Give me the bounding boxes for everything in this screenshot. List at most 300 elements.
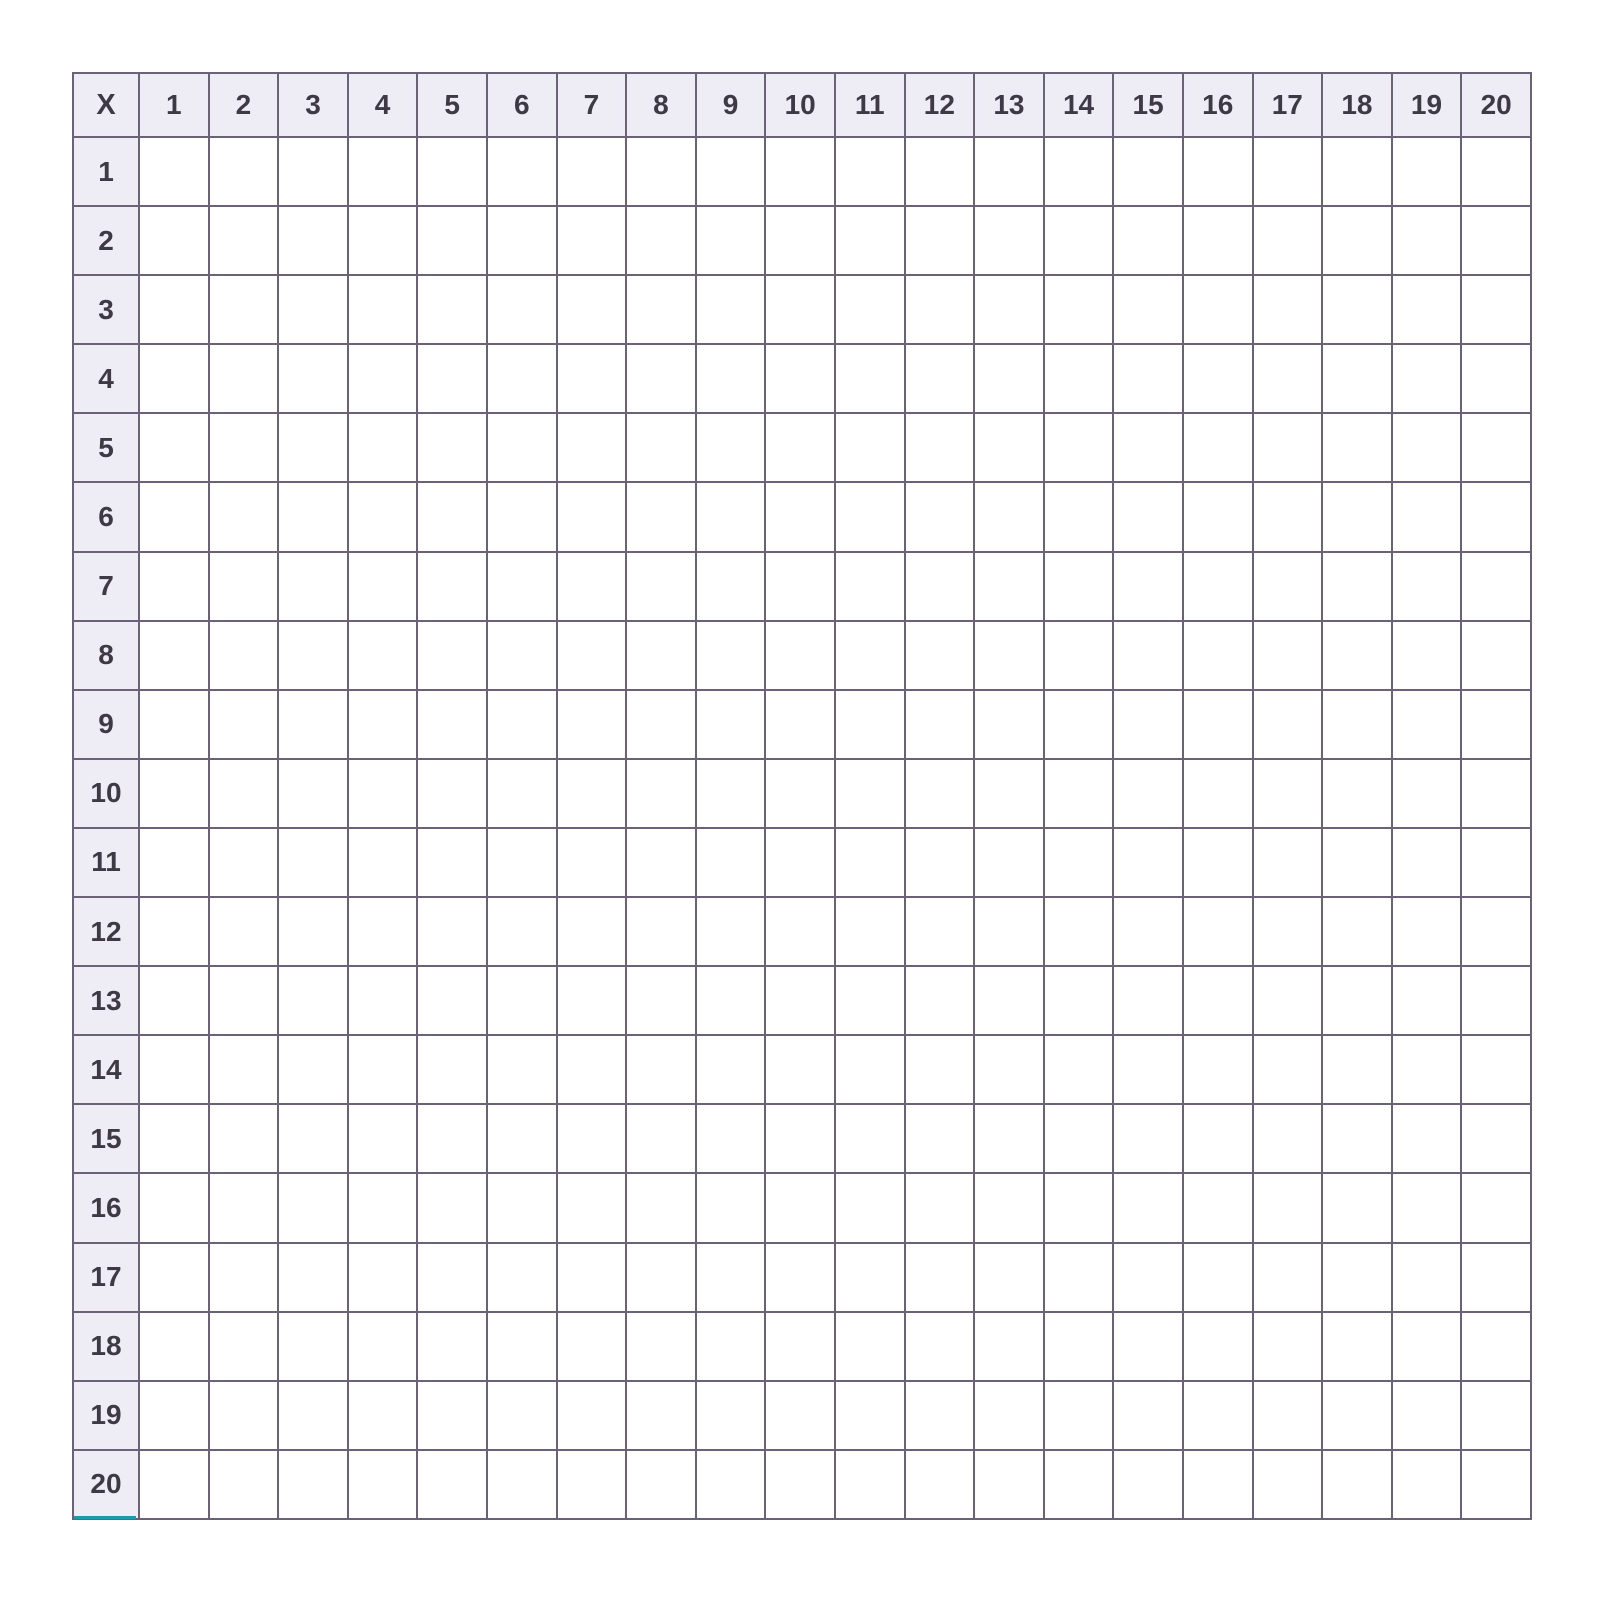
grid-cell-r2-c4[interactable] xyxy=(348,206,418,275)
grid-cell-r11-c5[interactable] xyxy=(417,828,487,897)
grid-cell-r4-c8[interactable] xyxy=(626,344,696,413)
grid-cell-r2-c11[interactable] xyxy=(835,206,905,275)
grid-cell-r2-c2[interactable] xyxy=(209,206,279,275)
grid-cell-r14-c14[interactable] xyxy=(1044,1035,1114,1104)
grid-cell-r6-c17[interactable] xyxy=(1253,482,1323,551)
grid-cell-r8-c11[interactable] xyxy=(835,621,905,690)
grid-cell-r20-c20[interactable] xyxy=(1461,1450,1531,1519)
grid-cell-r13-c17[interactable] xyxy=(1253,966,1323,1035)
grid-cell-r3-c12[interactable] xyxy=(905,275,975,344)
grid-cell-r11-c10[interactable] xyxy=(765,828,835,897)
grid-cell-r20-c16[interactable] xyxy=(1183,1450,1253,1519)
grid-cell-r19-c2[interactable] xyxy=(209,1381,279,1450)
grid-cell-r4-c7[interactable] xyxy=(557,344,627,413)
grid-cell-r11-c15[interactable] xyxy=(1113,828,1183,897)
grid-cell-r14-c8[interactable] xyxy=(626,1035,696,1104)
grid-cell-r13-c6[interactable] xyxy=(487,966,557,1035)
grid-cell-r7-c19[interactable] xyxy=(1392,552,1462,621)
grid-cell-r12-c6[interactable] xyxy=(487,897,557,966)
grid-cell-r13-c9[interactable] xyxy=(696,966,766,1035)
grid-cell-r14-c3[interactable] xyxy=(278,1035,348,1104)
grid-cell-r16-c13[interactable] xyxy=(974,1173,1044,1242)
grid-cell-r13-c7[interactable] xyxy=(557,966,627,1035)
grid-cell-r12-c5[interactable] xyxy=(417,897,487,966)
grid-cell-r9-c7[interactable] xyxy=(557,690,627,759)
grid-cell-r1-c8[interactable] xyxy=(626,137,696,206)
grid-cell-r4-c4[interactable] xyxy=(348,344,418,413)
grid-cell-r11-c12[interactable] xyxy=(905,828,975,897)
grid-cell-r4-c17[interactable] xyxy=(1253,344,1323,413)
grid-cell-r14-c1[interactable] xyxy=(139,1035,209,1104)
grid-cell-r17-c3[interactable] xyxy=(278,1243,348,1312)
grid-cell-r15-c16[interactable] xyxy=(1183,1104,1253,1173)
grid-cell-r4-c5[interactable] xyxy=(417,344,487,413)
grid-cell-r11-c9[interactable] xyxy=(696,828,766,897)
grid-cell-r13-c19[interactable] xyxy=(1392,966,1462,1035)
grid-cell-r7-c18[interactable] xyxy=(1322,552,1392,621)
grid-cell-r7-c3[interactable] xyxy=(278,552,348,621)
grid-cell-r4-c10[interactable] xyxy=(765,344,835,413)
grid-cell-r4-c18[interactable] xyxy=(1322,344,1392,413)
grid-cell-r11-c3[interactable] xyxy=(278,828,348,897)
grid-cell-r9-c10[interactable] xyxy=(765,690,835,759)
grid-cell-r10-c5[interactable] xyxy=(417,759,487,828)
grid-cell-r2-c20[interactable] xyxy=(1461,206,1531,275)
grid-cell-r10-c9[interactable] xyxy=(696,759,766,828)
grid-cell-r11-c1[interactable] xyxy=(139,828,209,897)
grid-cell-r11-c20[interactable] xyxy=(1461,828,1531,897)
grid-cell-r10-c4[interactable] xyxy=(348,759,418,828)
grid-cell-r7-c2[interactable] xyxy=(209,552,279,621)
grid-cell-r18-c3[interactable] xyxy=(278,1312,348,1381)
grid-cell-r15-c10[interactable] xyxy=(765,1104,835,1173)
grid-cell-r20-c19[interactable] xyxy=(1392,1450,1462,1519)
grid-cell-r18-c10[interactable] xyxy=(765,1312,835,1381)
grid-cell-r7-c10[interactable] xyxy=(765,552,835,621)
grid-cell-r1-c15[interactable] xyxy=(1113,137,1183,206)
grid-cell-r19-c1[interactable] xyxy=(139,1381,209,1450)
grid-cell-r15-c12[interactable] xyxy=(905,1104,975,1173)
grid-cell-r3-c2[interactable] xyxy=(209,275,279,344)
grid-cell-r6-c8[interactable] xyxy=(626,482,696,551)
grid-cell-r16-c11[interactable] xyxy=(835,1173,905,1242)
grid-cell-r6-c7[interactable] xyxy=(557,482,627,551)
grid-cell-r5-c2[interactable] xyxy=(209,413,279,482)
grid-cell-r18-c19[interactable] xyxy=(1392,1312,1462,1381)
grid-cell-r3-c16[interactable] xyxy=(1183,275,1253,344)
grid-cell-r8-c15[interactable] xyxy=(1113,621,1183,690)
grid-cell-r15-c19[interactable] xyxy=(1392,1104,1462,1173)
grid-cell-r1-c2[interactable] xyxy=(209,137,279,206)
grid-cell-r12-c3[interactable] xyxy=(278,897,348,966)
grid-cell-r15-c18[interactable] xyxy=(1322,1104,1392,1173)
grid-cell-r18-c15[interactable] xyxy=(1113,1312,1183,1381)
grid-cell-r14-c10[interactable] xyxy=(765,1035,835,1104)
grid-cell-r12-c14[interactable] xyxy=(1044,897,1114,966)
grid-cell-r19-c19[interactable] xyxy=(1392,1381,1462,1450)
grid-cell-r2-c8[interactable] xyxy=(626,206,696,275)
grid-cell-r12-c4[interactable] xyxy=(348,897,418,966)
grid-cell-r19-c12[interactable] xyxy=(905,1381,975,1450)
grid-cell-r13-c20[interactable] xyxy=(1461,966,1531,1035)
grid-cell-r6-c12[interactable] xyxy=(905,482,975,551)
grid-cell-r20-c2[interactable] xyxy=(209,1450,279,1519)
grid-cell-r8-c19[interactable] xyxy=(1392,621,1462,690)
grid-cell-r19-c15[interactable] xyxy=(1113,1381,1183,1450)
grid-cell-r7-c12[interactable] xyxy=(905,552,975,621)
grid-cell-r1-c14[interactable] xyxy=(1044,137,1114,206)
grid-cell-r5-c5[interactable] xyxy=(417,413,487,482)
grid-cell-r20-c9[interactable] xyxy=(696,1450,766,1519)
grid-cell-r11-c16[interactable] xyxy=(1183,828,1253,897)
grid-cell-r2-c5[interactable] xyxy=(417,206,487,275)
grid-cell-r15-c3[interactable] xyxy=(278,1104,348,1173)
grid-cell-r13-c8[interactable] xyxy=(626,966,696,1035)
grid-cell-r15-c6[interactable] xyxy=(487,1104,557,1173)
grid-cell-r12-c15[interactable] xyxy=(1113,897,1183,966)
grid-cell-r9-c4[interactable] xyxy=(348,690,418,759)
grid-cell-r9-c18[interactable] xyxy=(1322,690,1392,759)
grid-cell-r4-c3[interactable] xyxy=(278,344,348,413)
grid-cell-r16-c18[interactable] xyxy=(1322,1173,1392,1242)
grid-cell-r16-c15[interactable] xyxy=(1113,1173,1183,1242)
grid-cell-r6-c14[interactable] xyxy=(1044,482,1114,551)
grid-cell-r18-c13[interactable] xyxy=(974,1312,1044,1381)
grid-cell-r20-c17[interactable] xyxy=(1253,1450,1323,1519)
grid-cell-r20-c14[interactable] xyxy=(1044,1450,1114,1519)
grid-cell-r1-c13[interactable] xyxy=(974,137,1044,206)
grid-cell-r20-c13[interactable] xyxy=(974,1450,1044,1519)
grid-cell-r12-c18[interactable] xyxy=(1322,897,1392,966)
grid-cell-r18-c7[interactable] xyxy=(557,1312,627,1381)
grid-cell-r8-c3[interactable] xyxy=(278,621,348,690)
grid-cell-r10-c14[interactable] xyxy=(1044,759,1114,828)
grid-cell-r4-c11[interactable] xyxy=(835,344,905,413)
grid-cell-r6-c19[interactable] xyxy=(1392,482,1462,551)
grid-cell-r18-c4[interactable] xyxy=(348,1312,418,1381)
grid-cell-r12-c20[interactable] xyxy=(1461,897,1531,966)
grid-cell-r14-c20[interactable] xyxy=(1461,1035,1531,1104)
grid-cell-r16-c4[interactable] xyxy=(348,1173,418,1242)
grid-cell-r2-c3[interactable] xyxy=(278,206,348,275)
grid-cell-r6-c5[interactable] xyxy=(417,482,487,551)
grid-cell-r3-c8[interactable] xyxy=(626,275,696,344)
grid-cell-r4-c12[interactable] xyxy=(905,344,975,413)
grid-cell-r2-c6[interactable] xyxy=(487,206,557,275)
grid-cell-r7-c7[interactable] xyxy=(557,552,627,621)
grid-cell-r4-c19[interactable] xyxy=(1392,344,1462,413)
grid-cell-r20-c3[interactable] xyxy=(278,1450,348,1519)
grid-cell-r11-c14[interactable] xyxy=(1044,828,1114,897)
grid-cell-r3-c3[interactable] xyxy=(278,275,348,344)
grid-cell-r16-c16[interactable] xyxy=(1183,1173,1253,1242)
grid-cell-r19-c18[interactable] xyxy=(1322,1381,1392,1450)
grid-cell-r12-c17[interactable] xyxy=(1253,897,1323,966)
grid-cell-r19-c20[interactable] xyxy=(1461,1381,1531,1450)
grid-cell-r19-c9[interactable] xyxy=(696,1381,766,1450)
grid-cell-r1-c9[interactable] xyxy=(696,137,766,206)
grid-cell-r15-c11[interactable] xyxy=(835,1104,905,1173)
grid-cell-r2-c13[interactable] xyxy=(974,206,1044,275)
grid-cell-r13-c10[interactable] xyxy=(765,966,835,1035)
grid-cell-r1-c3[interactable] xyxy=(278,137,348,206)
grid-cell-r10-c18[interactable] xyxy=(1322,759,1392,828)
grid-cell-r8-c13[interactable] xyxy=(974,621,1044,690)
grid-cell-r9-c8[interactable] xyxy=(626,690,696,759)
grid-cell-r11-c19[interactable] xyxy=(1392,828,1462,897)
grid-cell-r14-c2[interactable] xyxy=(209,1035,279,1104)
grid-cell-r5-c6[interactable] xyxy=(487,413,557,482)
grid-cell-r10-c15[interactable] xyxy=(1113,759,1183,828)
grid-cell-r8-c7[interactable] xyxy=(557,621,627,690)
grid-cell-r10-c3[interactable] xyxy=(278,759,348,828)
grid-cell-r8-c12[interactable] xyxy=(905,621,975,690)
grid-cell-r12-c12[interactable] xyxy=(905,897,975,966)
grid-cell-r18-c12[interactable] xyxy=(905,1312,975,1381)
grid-cell-r20-c12[interactable] xyxy=(905,1450,975,1519)
grid-cell-r7-c6[interactable] xyxy=(487,552,557,621)
grid-cell-r16-c20[interactable] xyxy=(1461,1173,1531,1242)
grid-cell-r18-c5[interactable] xyxy=(417,1312,487,1381)
grid-cell-r5-c10[interactable] xyxy=(765,413,835,482)
grid-cell-r8-c8[interactable] xyxy=(626,621,696,690)
grid-cell-r7-c4[interactable] xyxy=(348,552,418,621)
grid-cell-r15-c1[interactable] xyxy=(139,1104,209,1173)
grid-cell-r5-c19[interactable] xyxy=(1392,413,1462,482)
grid-cell-r6-c20[interactable] xyxy=(1461,482,1531,551)
grid-cell-r3-c13[interactable] xyxy=(974,275,1044,344)
grid-cell-r1-c5[interactable] xyxy=(417,137,487,206)
grid-cell-r10-c17[interactable] xyxy=(1253,759,1323,828)
grid-cell-r5-c12[interactable] xyxy=(905,413,975,482)
grid-cell-r5-c13[interactable] xyxy=(974,413,1044,482)
grid-cell-r3-c20[interactable] xyxy=(1461,275,1531,344)
grid-cell-r20-c10[interactable] xyxy=(765,1450,835,1519)
grid-cell-r15-c5[interactable] xyxy=(417,1104,487,1173)
grid-cell-r9-c16[interactable] xyxy=(1183,690,1253,759)
grid-cell-r1-c17[interactable] xyxy=(1253,137,1323,206)
grid-cell-r14-c13[interactable] xyxy=(974,1035,1044,1104)
grid-cell-r13-c11[interactable] xyxy=(835,966,905,1035)
grid-cell-r15-c20[interactable] xyxy=(1461,1104,1531,1173)
grid-cell-r15-c8[interactable] xyxy=(626,1104,696,1173)
grid-cell-r4-c16[interactable] xyxy=(1183,344,1253,413)
grid-cell-r2-c14[interactable] xyxy=(1044,206,1114,275)
grid-cell-r10-c12[interactable] xyxy=(905,759,975,828)
grid-cell-r18-c11[interactable] xyxy=(835,1312,905,1381)
grid-cell-r13-c3[interactable] xyxy=(278,966,348,1035)
grid-cell-r11-c2[interactable] xyxy=(209,828,279,897)
grid-cell-r16-c9[interactable] xyxy=(696,1173,766,1242)
grid-cell-r4-c14[interactable] xyxy=(1044,344,1114,413)
grid-cell-r19-c10[interactable] xyxy=(765,1381,835,1450)
grid-cell-r8-c16[interactable] xyxy=(1183,621,1253,690)
grid-cell-r6-c10[interactable] xyxy=(765,482,835,551)
grid-cell-r5-c9[interactable] xyxy=(696,413,766,482)
grid-cell-r17-c12[interactable] xyxy=(905,1243,975,1312)
grid-cell-r4-c6[interactable] xyxy=(487,344,557,413)
grid-cell-r6-c18[interactable] xyxy=(1322,482,1392,551)
grid-cell-r14-c7[interactable] xyxy=(557,1035,627,1104)
grid-cell-r8-c5[interactable] xyxy=(417,621,487,690)
grid-cell-r1-c6[interactable] xyxy=(487,137,557,206)
grid-cell-r10-c20[interactable] xyxy=(1461,759,1531,828)
grid-cell-r3-c1[interactable] xyxy=(139,275,209,344)
grid-cell-r19-c6[interactable] xyxy=(487,1381,557,1450)
grid-cell-r7-c9[interactable] xyxy=(696,552,766,621)
grid-cell-r6-c1[interactable] xyxy=(139,482,209,551)
grid-cell-r14-c5[interactable] xyxy=(417,1035,487,1104)
grid-cell-r12-c2[interactable] xyxy=(209,897,279,966)
grid-cell-r16-c5[interactable] xyxy=(417,1173,487,1242)
grid-cell-r16-c19[interactable] xyxy=(1392,1173,1462,1242)
grid-cell-r5-c4[interactable] xyxy=(348,413,418,482)
grid-cell-r6-c3[interactable] xyxy=(278,482,348,551)
grid-cell-r6-c9[interactable] xyxy=(696,482,766,551)
grid-cell-r2-c12[interactable] xyxy=(905,206,975,275)
grid-cell-r16-c3[interactable] xyxy=(278,1173,348,1242)
grid-cell-r12-c1[interactable] xyxy=(139,897,209,966)
grid-cell-r9-c1[interactable] xyxy=(139,690,209,759)
grid-cell-r13-c2[interactable] xyxy=(209,966,279,1035)
grid-cell-r20-c6[interactable] xyxy=(487,1450,557,1519)
grid-cell-r14-c9[interactable] xyxy=(696,1035,766,1104)
grid-cell-r10-c6[interactable] xyxy=(487,759,557,828)
grid-cell-r10-c19[interactable] xyxy=(1392,759,1462,828)
grid-cell-r19-c14[interactable] xyxy=(1044,1381,1114,1450)
grid-cell-r13-c12[interactable] xyxy=(905,966,975,1035)
grid-cell-r5-c16[interactable] xyxy=(1183,413,1253,482)
grid-cell-r13-c1[interactable] xyxy=(139,966,209,1035)
grid-cell-r9-c20[interactable] xyxy=(1461,690,1531,759)
grid-cell-r15-c15[interactable] xyxy=(1113,1104,1183,1173)
grid-cell-r5-c1[interactable] xyxy=(139,413,209,482)
grid-cell-r6-c16[interactable] xyxy=(1183,482,1253,551)
grid-cell-r19-c3[interactable] xyxy=(278,1381,348,1450)
grid-cell-r5-c15[interactable] xyxy=(1113,413,1183,482)
grid-cell-r17-c16[interactable] xyxy=(1183,1243,1253,1312)
grid-cell-r9-c6[interactable] xyxy=(487,690,557,759)
grid-cell-r18-c14[interactable] xyxy=(1044,1312,1114,1381)
grid-cell-r20-c8[interactable] xyxy=(626,1450,696,1519)
grid-cell-r12-c16[interactable] xyxy=(1183,897,1253,966)
grid-cell-r2-c18[interactable] xyxy=(1322,206,1392,275)
grid-cell-r10-c1[interactable] xyxy=(139,759,209,828)
grid-cell-r3-c17[interactable] xyxy=(1253,275,1323,344)
grid-cell-r11-c11[interactable] xyxy=(835,828,905,897)
grid-cell-r2-c9[interactable] xyxy=(696,206,766,275)
grid-cell-r16-c14[interactable] xyxy=(1044,1173,1114,1242)
grid-cell-r1-c1[interactable] xyxy=(139,137,209,206)
grid-cell-r14-c4[interactable] xyxy=(348,1035,418,1104)
grid-cell-r19-c8[interactable] xyxy=(626,1381,696,1450)
grid-cell-r17-c10[interactable] xyxy=(765,1243,835,1312)
grid-cell-r1-c4[interactable] xyxy=(348,137,418,206)
grid-cell-r11-c7[interactable] xyxy=(557,828,627,897)
grid-cell-r6-c13[interactable] xyxy=(974,482,1044,551)
grid-cell-r1-c19[interactable] xyxy=(1392,137,1462,206)
grid-cell-r18-c9[interactable] xyxy=(696,1312,766,1381)
grid-cell-r20-c5[interactable] xyxy=(417,1450,487,1519)
grid-cell-r1-c11[interactable] xyxy=(835,137,905,206)
grid-cell-r7-c8[interactable] xyxy=(626,552,696,621)
grid-cell-r17-c20[interactable] xyxy=(1461,1243,1531,1312)
grid-cell-r11-c8[interactable] xyxy=(626,828,696,897)
grid-cell-r5-c3[interactable] xyxy=(278,413,348,482)
grid-cell-r17-c8[interactable] xyxy=(626,1243,696,1312)
grid-cell-r15-c9[interactable] xyxy=(696,1104,766,1173)
grid-cell-r7-c5[interactable] xyxy=(417,552,487,621)
grid-cell-r5-c8[interactable] xyxy=(626,413,696,482)
grid-cell-r9-c9[interactable] xyxy=(696,690,766,759)
grid-cell-r13-c15[interactable] xyxy=(1113,966,1183,1035)
grid-cell-r16-c7[interactable] xyxy=(557,1173,627,1242)
grid-cell-r17-c5[interactable] xyxy=(417,1243,487,1312)
grid-cell-r17-c11[interactable] xyxy=(835,1243,905,1312)
grid-cell-r12-c7[interactable] xyxy=(557,897,627,966)
grid-cell-r16-c1[interactable] xyxy=(139,1173,209,1242)
grid-cell-r4-c15[interactable] xyxy=(1113,344,1183,413)
grid-cell-r3-c19[interactable] xyxy=(1392,275,1462,344)
grid-cell-r7-c15[interactable] xyxy=(1113,552,1183,621)
grid-cell-r15-c7[interactable] xyxy=(557,1104,627,1173)
grid-cell-r4-c2[interactable] xyxy=(209,344,279,413)
grid-cell-r14-c11[interactable] xyxy=(835,1035,905,1104)
grid-cell-r8-c1[interactable] xyxy=(139,621,209,690)
grid-cell-r17-c7[interactable] xyxy=(557,1243,627,1312)
grid-cell-r17-c14[interactable] xyxy=(1044,1243,1114,1312)
grid-cell-r10-c10[interactable] xyxy=(765,759,835,828)
grid-cell-r12-c11[interactable] xyxy=(835,897,905,966)
grid-cell-r3-c5[interactable] xyxy=(417,275,487,344)
grid-cell-r15-c4[interactable] xyxy=(348,1104,418,1173)
grid-cell-r9-c5[interactable] xyxy=(417,690,487,759)
grid-cell-r14-c18[interactable] xyxy=(1322,1035,1392,1104)
grid-cell-r20-c1[interactable] xyxy=(139,1450,209,1519)
grid-cell-r15-c17[interactable] xyxy=(1253,1104,1323,1173)
grid-cell-r9-c19[interactable] xyxy=(1392,690,1462,759)
grid-cell-r8-c20[interactable] xyxy=(1461,621,1531,690)
grid-cell-r6-c4[interactable] xyxy=(348,482,418,551)
grid-cell-r12-c9[interactable] xyxy=(696,897,766,966)
grid-cell-r7-c20[interactable] xyxy=(1461,552,1531,621)
grid-cell-r10-c2[interactable] xyxy=(209,759,279,828)
grid-cell-r3-c7[interactable] xyxy=(557,275,627,344)
grid-cell-r16-c2[interactable] xyxy=(209,1173,279,1242)
grid-cell-r10-c13[interactable] xyxy=(974,759,1044,828)
grid-cell-r3-c14[interactable] xyxy=(1044,275,1114,344)
grid-cell-r6-c11[interactable] xyxy=(835,482,905,551)
grid-cell-r5-c14[interactable] xyxy=(1044,413,1114,482)
grid-cell-r6-c6[interactable] xyxy=(487,482,557,551)
grid-cell-r20-c7[interactable] xyxy=(557,1450,627,1519)
grid-cell-r19-c17[interactable] xyxy=(1253,1381,1323,1450)
grid-cell-r1-c20[interactable] xyxy=(1461,137,1531,206)
grid-cell-r9-c13[interactable] xyxy=(974,690,1044,759)
grid-cell-r17-c4[interactable] xyxy=(348,1243,418,1312)
grid-cell-r4-c1[interactable] xyxy=(139,344,209,413)
grid-cell-r18-c16[interactable] xyxy=(1183,1312,1253,1381)
grid-cell-r15-c14[interactable] xyxy=(1044,1104,1114,1173)
grid-cell-r8-c4[interactable] xyxy=(348,621,418,690)
grid-cell-r17-c19[interactable] xyxy=(1392,1243,1462,1312)
grid-cell-r7-c14[interactable] xyxy=(1044,552,1114,621)
grid-cell-r10-c7[interactable] xyxy=(557,759,627,828)
grid-cell-r11-c13[interactable] xyxy=(974,828,1044,897)
grid-cell-r3-c18[interactable] xyxy=(1322,275,1392,344)
grid-cell-r12-c13[interactable] xyxy=(974,897,1044,966)
grid-cell-r20-c11[interactable] xyxy=(835,1450,905,1519)
